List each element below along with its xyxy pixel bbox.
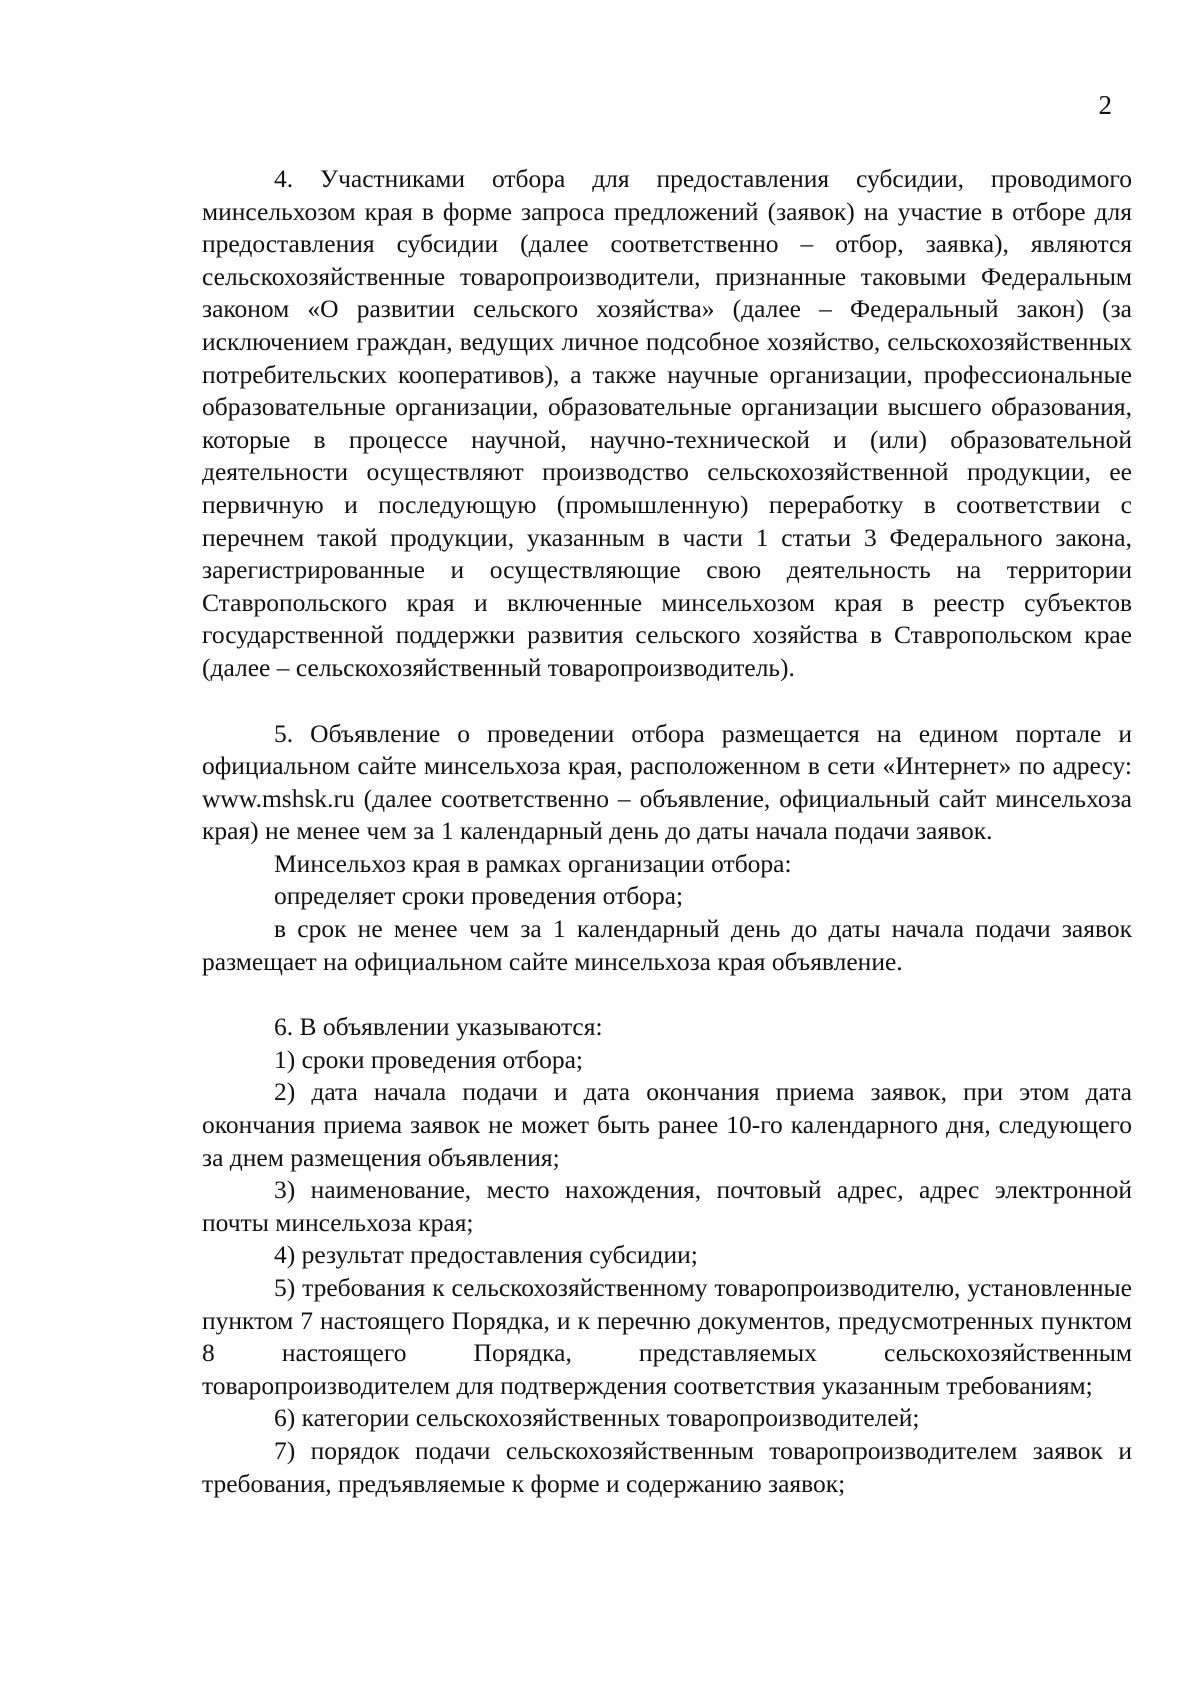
paragraph-item-6: 6. В объявлении указываются: [274,1012,603,1042]
paragraph-item-5: 5. Объявление о проведении отбора размещается на едином портале и официальном сайте минсельхоза края, расположенном в сети «Интернет» по адресу: www.mshsk.ru (далее соответственно – объявление, официальный сайт минсельхоза края) не менее чем за 1 календарный день до даты начала подачи заявок. [202,718,1132,846]
paragraph-duty-announcement: в срок не менее чем за 1 календарный день до даты начала подачи заявок размещает на официальном сайте минсельхоза края объявление. [202,914,1132,976]
paragraph-ministry-duties-intro: Минсельхоз края в рамках организации отбора: [274,848,792,878]
paragraph-duty-terms: определяет сроки проведения отбора; [274,881,684,911]
paragraph-item-4: 4. Участниками отбора для предоставления субсидии, проводимого минсельхозом края в форме запроса предложений (заявок) на участие в отборе для предоставления субсидии (далее соответственно – отбор, заявка), являются сельскохозяйственные товаропроизводители, признанные таковыми Федеральным законом «О развитии сельского хозяйства» (далее – Федеральный закон) (за исключением граждан, ведущих личное подсобное хозяйство, сельскохозяйственных потребительских кооперативов), а также научные организации, профессиональные образовательные организации, образовательные организации высшего образования, которые в процессе научной, научно-технической и (или) образовательной деятельности осуществляют производство сельскохозяйственной продукции, ее первичную и последующую (промышленную) переработку в соответствии с перечнем такой продукции, указанным в части 1 статьи 3 Федерального закона, зарегистрированные и осуществляющие свою деятельность на территории Ставропольского края и включенные минсельхозом края в реестр субъектов государственной поддержки развития сельского хозяйства в Ставропольском крае (далее – сельскохозяйственный товаропроизводитель). [202,164,1132,682]
list-item-7: 7) порядок подачи сельскохозяйственным товаропроизводителем заявок и требования, предъявляемые к форме и содержанию заявок; [202,1435,1132,1498]
page-number: 2 [1098,90,1112,120]
list-item-3: 3) наименование, место нахождения, почтовый адрес, адрес электронной почты минсельхоза края; [202,1175,1132,1237]
list-item-5: 5) требования к сельскохозяйственному товаропроизводителю, установленные пунктом 7 настоящего Порядка, и к перечню документов, предусмотренных пунктом 8 настоящего Порядка, представляемых сельскохозяйственным товаропроизводителем для подтверждения соответствия указанным требованиям; [202,1273,1132,1400]
list-item-4: 4) результат предоставления субсидии; [274,1240,698,1270]
list-item-1: 1) сроки проведения отбора; [274,1044,583,1074]
list-item-2: 2) дата начала подачи и дата окончания приема заявок, при этом дата окончания приема заявок не может быть ранее 10-го календарного дня, следующего за днем размещения объявления; [202,1077,1132,1172]
list-item-6: 6) категории сельскохозяйственных товаропроизводителей; [274,1403,920,1433]
document-body [202,163,1132,1500]
